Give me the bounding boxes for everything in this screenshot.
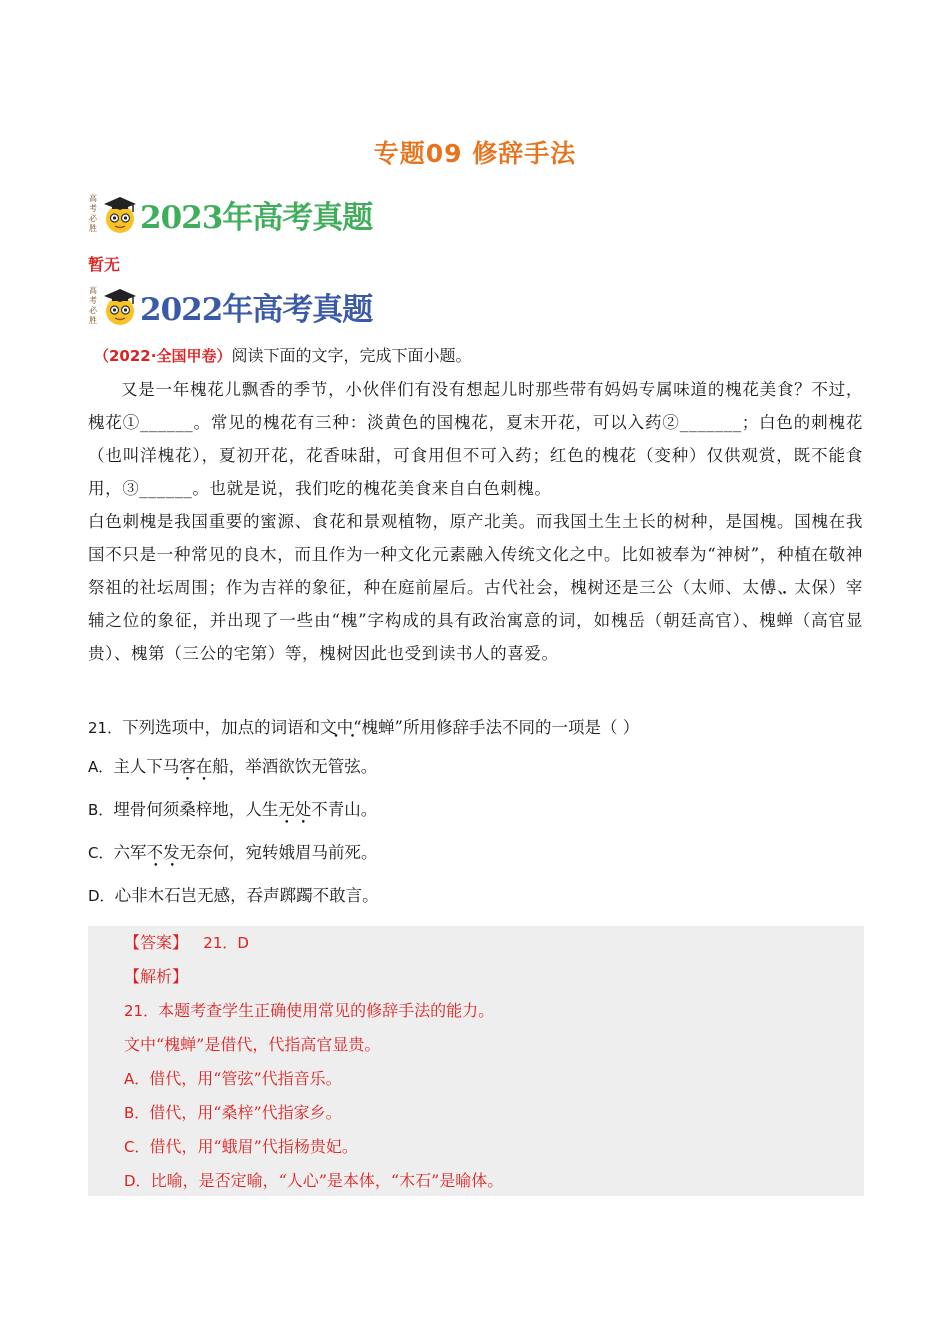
dotted-term: 桑梓	[179, 800, 213, 819]
banner-2022-text: 2022年高考真题	[140, 291, 373, 328]
question-stem: 21．下列选项中，加点的词语和文中“槐蝉”所用修辞手法不同的一项是（ ）	[88, 718, 640, 737]
dotted-term: 管弦	[327, 757, 361, 776]
answer-panel	[88, 926, 864, 1196]
answer-label: 【答案】	[124, 933, 189, 952]
analysis-line: D．比喻，是否定喻，“人心”是本体，“木石”是喻体。	[124, 1171, 504, 1190]
analysis-line: C．借代，用“蛾眉”代指杨贵妃。	[124, 1137, 358, 1156]
banner-2022	[86, 284, 372, 328]
analysis-label: 【解析】	[124, 967, 189, 986]
analysis-line: 21．本题考查学生正确使用常见的修辞手法的能力。	[124, 1001, 495, 1020]
graduate-mascot-icon	[102, 286, 138, 326]
answer-value: 21．D	[203, 934, 249, 952]
banner-2023	[86, 192, 372, 236]
dotted-term: 木石	[147, 886, 181, 905]
page-title: 专题09 修辞手法	[373, 139, 577, 168]
analysis-line: B．借代，用“桑梓”代指家乡。	[124, 1103, 342, 1122]
passage-paragraph: 又是一年槐花儿飘香的季节，小伙伴们有没有想起儿时那些带有妈妈专属味道的槐花美食？不过，槐花①______。常见的槐花有三种：淡黄色的国槐花，夏末开花，可以入药②_______；白色的刺槐花（也叫洋槐花），夏初开花，花香味甜，可食用但不可入药；红色的槐花（变种）仅供观赏，既不能食用，③______。也就是说，我们吃的槐花美食来自白色刺槐。	[88, 380, 863, 498]
option-a[interactable]: A．主人下马客在船，举酒欲饮无管弦。	[88, 757, 378, 776]
dotted-term: 娥眉	[278, 843, 312, 862]
seal-text: 高 考 必 胜	[89, 194, 97, 233]
answer-row	[124, 930, 249, 953]
option-d[interactable]: D．心非木石岂无感，吞声踯躅不敢言。	[88, 886, 379, 905]
analysis-line: 文中“槐蝉”是借代，代指高官显贵。	[124, 1035, 381, 1054]
passage-paragraph: 白色刺槐是我国重要的蜜源、食花和景观植物，原产北美。而我国土生土长的树种，是国槐。国槐在我国不只是一种常见的良木，而且作为一种文化元素融入传统文化之中。比如被奉为“神树”，种植在敬神祭祖的社坛周围；作为吉祥的象征，种在庭前屋后。古代社会，槐树还是三公（太师、太傅、太保）宰辅之位的象征，并出现了一些由“槐”字构成的具有政治寓意的词，如槐岳（朝廷高官）、槐蝉（高官显贵）、槐第（三公的宅第）等，槐树因此也受到读书人的喜爱。	[88, 512, 863, 663]
analysis-label-row	[124, 964, 188, 987]
banner-2023-text: 2023年高考真题	[140, 199, 373, 236]
question-source	[94, 343, 471, 366]
question-21	[88, 713, 863, 919]
seal-text: 高 考 必 胜	[89, 286, 97, 325]
emphasis-dot-char: 槐	[759, 611, 777, 630]
emphasis-dot-char: 蝉	[776, 611, 794, 630]
option-c[interactable]: C．六军不发无奈何，宛转娥眉马前死。	[88, 843, 378, 862]
source-tag: （2022·全国甲卷）	[94, 347, 232, 365]
reading-passage	[88, 373, 863, 670]
analysis-line: A．借代，用“管弦”代指音乐。	[124, 1069, 342, 1088]
source-instruction: 阅读下面的文字，完成下面小题。	[231, 346, 472, 365]
option-b[interactable]: B．埋骨何须桑梓地，人生无处不青山。	[88, 800, 378, 819]
dotted-term	[759, 611, 793, 630]
graduate-mascot-icon	[102, 194, 138, 234]
none-label: 暂无	[88, 255, 121, 274]
